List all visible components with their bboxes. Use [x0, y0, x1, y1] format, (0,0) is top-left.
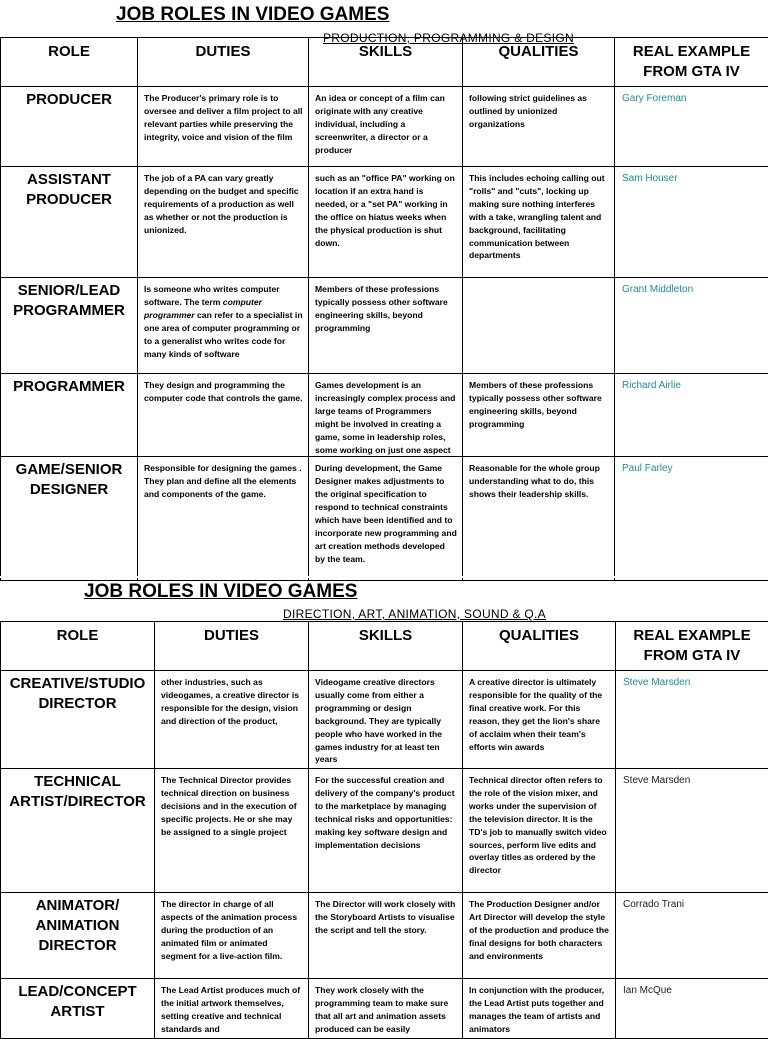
duties-cell: They design and programming the computer code that controls the game. — [138, 374, 309, 457]
duties-text-pre: Is someone who writes computer software. The term — [144, 284, 280, 307]
skills-cell: Games development is an increasingly complex process and large teams of Programmers might be involved in creating a game, some in leadership roles, some working on just one aspect — [309, 374, 463, 457]
skills-cell: Members of these professions typically possess other software engineering skills, beyond programming — [309, 278, 463, 374]
section1-subtitle: PRODUCTION, PROGRAMMING & DESIGN — [323, 31, 574, 45]
header-role: ROLE — [1, 38, 138, 87]
section1-table — [0, 37, 768, 581]
header-qualities: QUALITIES — [463, 622, 616, 671]
skills-cell: For the successful creation and delivery of the company's product to the marketplace by managing technical risks and opportunities: making key software design and implementation decisions — [309, 769, 463, 893]
section2-title: JOB ROLES IN VIDEO GAMES — [84, 581, 357, 603]
skills-cell: During development, the Game Designer makes adjustments to the original specification to respond to technical constraints which have been identified and to incorporate new programming and art creation methods developed by the team. — [309, 457, 463, 581]
role-cell: LEAD/CONCEPT ARTIST — [1, 979, 155, 1039]
skills-cell: An idea or concept of a film can originate with any creative individual, including a screenwriter, a director or a producer — [309, 87, 463, 167]
header-skills: SKILLS — [309, 38, 463, 87]
header-real-example: REAL EXAMPLE FROM GTA IV — [616, 622, 768, 671]
header-skills: SKILLS — [309, 622, 463, 671]
example-cell: Steve Marsden — [616, 671, 768, 769]
table-row — [1, 278, 768, 374]
header-role: ROLE — [1, 622, 155, 671]
skills-cell: such as an "office PA" working on location if an extra hand is needed, or a "set PA" working in the office on hiatus weeks when the physical production is shut down. — [309, 167, 463, 278]
qualities-cell: Reasonable for the whole group understanding what to do, this shows their leadership skills. — [463, 457, 615, 581]
role-cell: GAME/SENIOR DESIGNER — [1, 457, 138, 581]
role-cell: PRODUCER — [1, 87, 138, 167]
qualities-cell: following strict guidelines as outlined by unionized organizations — [463, 87, 615, 167]
header-real-example: REAL EXAMPLE FROM GTA IV — [615, 38, 768, 87]
qualities-cell: The Production Designer and/or Art Director will develop the style of the production and produce the final designs for both characters and environments — [463, 893, 616, 979]
role-cell: ANIMATOR/ ANIMATION DIRECTOR — [1, 893, 155, 979]
table-row — [1, 671, 768, 769]
section2-table — [0, 621, 768, 1039]
example-cell: Paul Farley — [615, 457, 768, 581]
example-cell: Corrado Trani — [616, 893, 768, 979]
example-cell: Ian McQue — [616, 979, 768, 1039]
duties-cell — [138, 278, 309, 374]
example-cell: Gary Foreman — [615, 87, 768, 167]
duties-cell: other industries, such as videogames, a creative director is responsible for the design, vision and direction of the product, — [155, 671, 309, 769]
duties-cell: The Lead Artist produces much of the initial artwork themselves, setting creative and technical standards and — [155, 979, 309, 1039]
duties-cell: Responsible for designing the games . They plan and define all the elements and components of the game. — [138, 457, 309, 581]
qualities-cell: Members of these professions typically possess other software engineering skills, beyond programming — [463, 374, 615, 457]
example-cell: Steve Marsden — [616, 769, 768, 893]
section1-title: JOB ROLES IN VIDEO GAMES — [116, 4, 389, 26]
table-row — [1, 893, 768, 979]
header-duties: DUTIES — [138, 38, 309, 87]
example-cell: Sam Houser — [615, 167, 768, 278]
header-duties: DUTIES — [155, 622, 309, 671]
duties-cell: The Producer's primary role is to oversee and deliver a film project to all relevant parties while preserving the integrity, voice and vision of the film — [138, 87, 309, 167]
table-row — [1, 769, 768, 893]
role-cell: CREATIVE/STUDIO DIRECTOR — [1, 671, 155, 769]
example-cell: Richard Airlie — [615, 374, 768, 457]
role-cell: ASSISTANT PRODUCER — [1, 167, 138, 278]
qualities-cell — [463, 278, 615, 374]
duties-text-emphasis: computer programmer — [144, 297, 262, 320]
role-cell: TECHNICAL ARTIST/DIRECTOR — [1, 769, 155, 893]
duties-text-post: can refer to a specialist in one area of computer programming or to a generalist who writes code for many kinds of software — [144, 310, 303, 359]
skills-cell: They work closely with the programming team to make sure that all art and animation assets produced can be easily — [309, 979, 463, 1039]
skills-cell: Videogame creative directors usually come from either a programming or design background. They are typically people who have worked in the games industry for at least ten years — [309, 671, 463, 769]
table-row — [1, 979, 768, 1039]
header-qualities: QUALITIES — [463, 38, 615, 87]
role-cell: PROGRAMMER — [1, 374, 138, 457]
qualities-cell: This includes echoing calling out "rolls" and "cuts", locking up making sure nothing interferes with a take, wrangling talent and background, facilitating communication between departments — [463, 167, 615, 278]
page-break — [0, 576, 768, 578]
qualities-cell: A creative director is ultimately responsible for the quality of the final creative work. For this reason, they get the lion's share of acclaim when their team's efforts win awards — [463, 671, 616, 769]
role-cell: SENIOR/LEAD PROGRAMMER — [1, 278, 138, 374]
qualities-cell: In conjunction with the producer, the Lead Artist puts together and manages the team of artists and animators — [463, 979, 616, 1039]
example-cell: Grant Middleton — [615, 278, 768, 374]
duties-cell: The director in charge of all aspects of the animation process during the production of an animated film or animated segment for a live-action film. — [155, 893, 309, 979]
table-row — [1, 87, 768, 167]
table-row — [1, 457, 768, 581]
table-row — [1, 374, 768, 457]
qualities-cell: Technical director often refers to the role of the vision mixer, and works under the supervision of the television director. It is the TD's job to manually switch video sources, perform live edits and overlay titles as ordered by the director — [463, 769, 616, 893]
table-header-row — [1, 38, 768, 87]
duties-cell: The job of a PA can vary greatly depending on the budget and specific requirements of a production as well as whether or not the production is unionized. — [138, 167, 309, 278]
duties-cell: The Technical Director provides technical direction on business decisions and in the execution of specific projects. He or she may be assigned to a single project — [155, 769, 309, 893]
skills-cell: The Director will work closely with the Storyboard Artists to visualise the script and tell the story. — [309, 893, 463, 979]
section2-subtitle: DIRECTION, ART, ANIMATION, SOUND & Q.A — [283, 607, 546, 621]
table-row — [1, 167, 768, 278]
table-header-row — [1, 622, 768, 671]
